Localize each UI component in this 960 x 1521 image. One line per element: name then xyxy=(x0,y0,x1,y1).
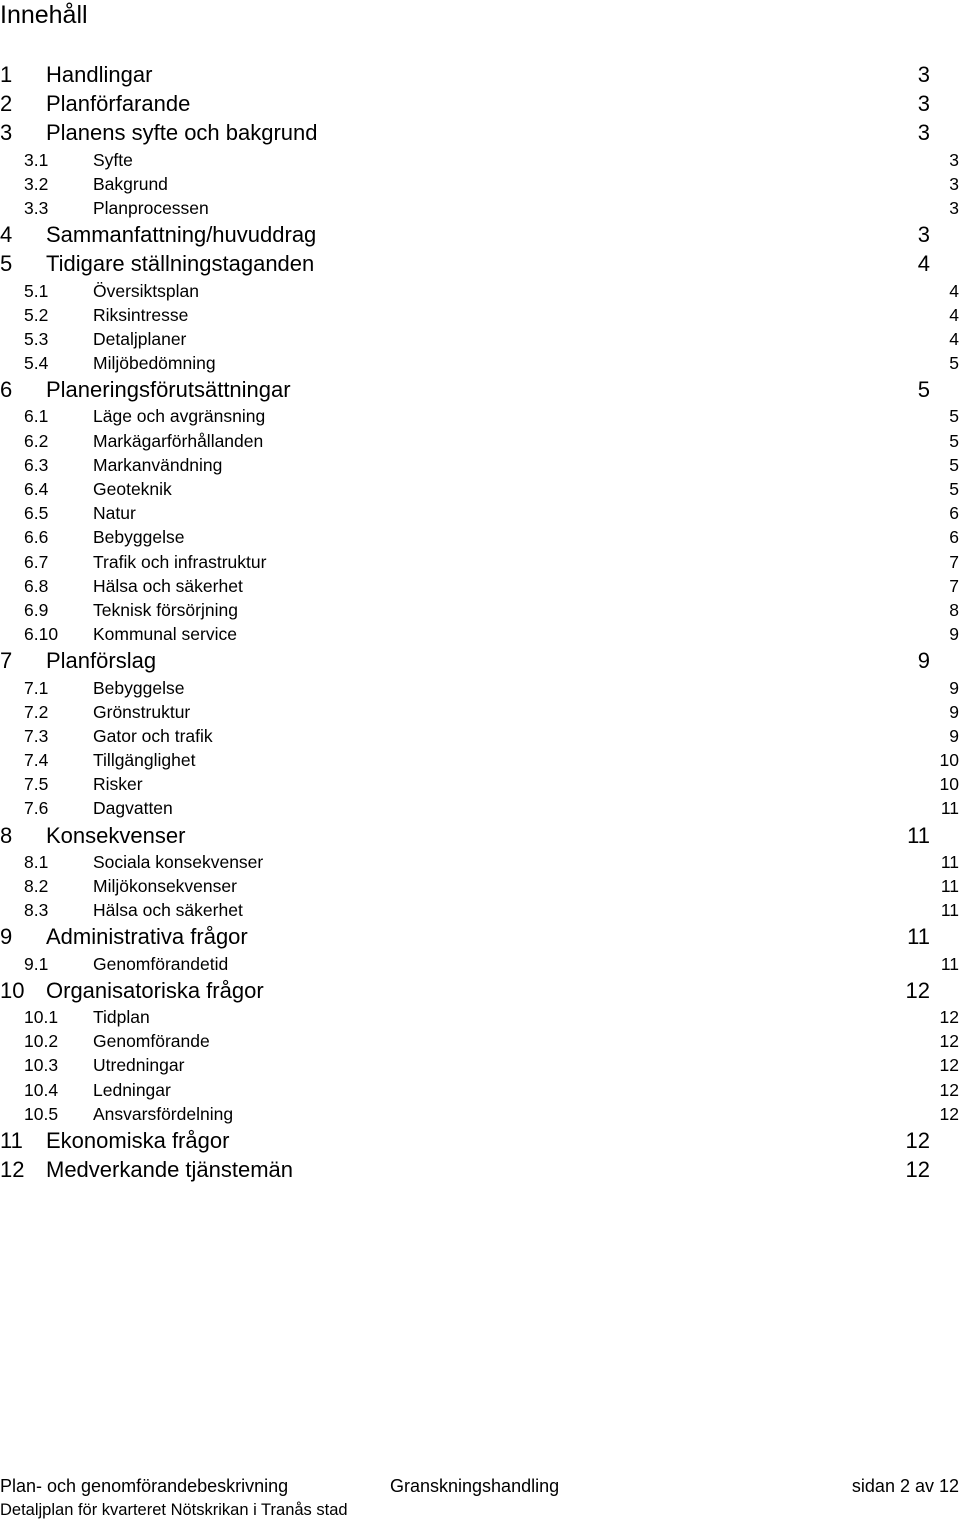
toc-label: Dagvatten xyxy=(93,798,173,819)
toc-label: Bakgrund xyxy=(93,173,168,194)
toc-label: Hälsa och säkerhet xyxy=(93,575,243,596)
toc-subsection-row[interactable] xyxy=(0,1005,960,1029)
toc-number: 3.1 xyxy=(24,149,49,170)
toc-page-number: 9 xyxy=(949,624,959,645)
toc-subsection-row[interactable] xyxy=(0,1029,960,1053)
toc-section-row[interactable] xyxy=(0,249,960,278)
toc-page-number: 11 xyxy=(907,924,930,950)
footer-subtitle-row xyxy=(0,1500,960,1520)
toc-number: 11 xyxy=(0,1127,23,1153)
toc-number: 7.5 xyxy=(24,774,49,795)
toc-section-row[interactable] xyxy=(0,89,960,118)
toc-subsection-row[interactable] xyxy=(0,501,960,525)
toc-page-number: 11 xyxy=(940,953,959,974)
toc-subsection-row[interactable] xyxy=(0,525,960,549)
toc-subsection-row[interactable] xyxy=(0,172,960,196)
toc-page-number: 9 xyxy=(917,648,930,674)
toc-subsection-row[interactable] xyxy=(0,622,960,646)
toc-label: Syfte xyxy=(93,149,133,170)
toc-subsection-row[interactable] xyxy=(0,676,960,700)
toc-label: Handlingar xyxy=(46,62,153,87)
toc-number: 8 xyxy=(0,822,13,848)
toc-label: Teknisk försörjning xyxy=(93,599,238,620)
toc-label: Hälsa och säkerhet xyxy=(93,900,243,921)
toc-number: 6 xyxy=(0,377,13,403)
toc-page-number: 8 xyxy=(949,599,959,620)
toc-subsection-row[interactable] xyxy=(0,850,960,874)
toc-label: Tillgänglighet xyxy=(93,750,196,771)
toc-section-row[interactable] xyxy=(0,220,960,249)
toc-page-number: 11 xyxy=(940,798,959,819)
toc-label: Ekonomiska frågor xyxy=(46,1127,230,1153)
toc-number: 6.10 xyxy=(24,624,59,645)
toc-page-number: 12 xyxy=(905,1157,930,1183)
toc-page-number: 7 xyxy=(949,575,959,596)
toc-subsection-row[interactable] xyxy=(0,1102,960,1126)
toc-subsection-row[interactable] xyxy=(0,477,960,501)
footer-page-number: sidan 2 av 12 xyxy=(851,1476,959,1496)
toc-page-number: 4 xyxy=(949,304,959,325)
toc-number: 6.7 xyxy=(24,551,49,572)
toc-number: 1 xyxy=(0,62,13,87)
toc-label: Markanvändning xyxy=(93,454,223,475)
page-title: Innehåll xyxy=(0,1,88,29)
footer-status: Granskningshandling xyxy=(390,1476,560,1496)
toc-subsection-row[interactable] xyxy=(0,898,960,922)
toc-label: Sociala konsekvenser xyxy=(93,851,264,872)
table-of-contents xyxy=(0,60,960,1184)
toc-number: 6.3 xyxy=(24,454,49,475)
toc-number: 6.1 xyxy=(24,406,49,427)
toc-page-number: 3 xyxy=(917,91,930,117)
toc-number: 6.8 xyxy=(24,575,49,596)
toc-subsection-row[interactable] xyxy=(0,404,960,428)
toc-number: 8.2 xyxy=(24,876,49,896)
toc-label: Översiktsplan xyxy=(93,280,200,301)
toc-page-number: 11 xyxy=(940,900,959,921)
toc-subsection-row[interactable] xyxy=(0,700,960,724)
toc-number: 5.2 xyxy=(24,304,49,325)
toc-label: Sammanfattning/huvuddrag xyxy=(46,222,317,248)
toc-label: Miljökonsekvenser xyxy=(93,876,237,896)
toc-page-number: 5 xyxy=(949,406,959,427)
toc-subsection-row[interactable] xyxy=(0,429,960,453)
toc-subsection-row[interactable] xyxy=(0,796,960,820)
toc-label: Genomförandetid xyxy=(93,953,229,974)
toc-section-row[interactable] xyxy=(0,1126,960,1155)
toc-page-number: 5 xyxy=(949,353,959,374)
toc-page-number: 4 xyxy=(949,328,959,349)
toc-number: 10.4 xyxy=(24,1079,59,1100)
toc-label: Planförslag xyxy=(46,648,157,674)
toc-subsection-row[interactable] xyxy=(0,952,960,976)
toc-label: Geoteknik xyxy=(93,479,172,499)
toc-number: 7.2 xyxy=(24,701,49,722)
toc-label: Läge och avgränsning xyxy=(93,406,266,427)
toc-number: 5.1 xyxy=(24,280,49,301)
toc-section-row[interactable] xyxy=(0,1155,960,1184)
toc-label: Utredningar xyxy=(93,1055,185,1076)
toc-page-number: 3 xyxy=(949,173,959,194)
toc-subsection-row[interactable] xyxy=(0,327,960,351)
toc-page-number: 10 xyxy=(939,774,959,795)
toc-page-number: 6 xyxy=(949,527,959,548)
toc-number: 7.1 xyxy=(24,677,49,698)
toc-page-number: 4 xyxy=(949,280,959,301)
toc-number: 2 xyxy=(0,91,13,117)
toc-page-number: 9 xyxy=(949,701,959,722)
toc-label: Tidplan xyxy=(93,1006,150,1027)
toc-page-number: 12 xyxy=(939,1006,959,1027)
toc-section-row[interactable] xyxy=(0,922,960,951)
toc-number: 6.9 xyxy=(24,599,49,620)
footer xyxy=(0,1475,960,1497)
toc-label: Miljöbedömning xyxy=(93,353,216,374)
toc-section-row[interactable] xyxy=(0,976,960,1005)
toc-subsection-row[interactable] xyxy=(0,351,960,375)
toc-label: Organisatoriska frågor xyxy=(46,977,264,1003)
toc-label: Planprocessen xyxy=(93,197,209,218)
toc-number: 6.2 xyxy=(24,430,49,451)
toc-page-number: 12 xyxy=(905,977,930,1003)
toc-page-number: 3 xyxy=(917,62,930,87)
toc-label: Grönstruktur xyxy=(93,701,191,722)
toc-label: Ansvarsfördelning xyxy=(93,1103,234,1124)
toc-number: 6.6 xyxy=(24,527,49,548)
toc-section-row[interactable] xyxy=(0,375,960,404)
toc-subsection-row[interactable] xyxy=(0,748,960,772)
toc-page-number: 9 xyxy=(949,725,959,746)
toc-subsection-row[interactable] xyxy=(0,303,960,327)
toc-number: 10.3 xyxy=(24,1055,59,1076)
toc-label: Riksintresse xyxy=(93,304,189,325)
toc-subsection-row[interactable] xyxy=(0,453,960,477)
toc-number: 7.4 xyxy=(24,750,49,771)
toc-page-number: 5 xyxy=(949,454,959,475)
toc-label: Natur xyxy=(93,503,136,524)
toc-page-number: 11 xyxy=(940,851,959,872)
toc-number: 7.3 xyxy=(24,725,49,746)
toc-page-number: 9 xyxy=(949,677,959,698)
toc-label: Gator och trafik xyxy=(93,725,213,746)
toc-page-number: 3 xyxy=(949,149,959,170)
toc-number: 10.1 xyxy=(24,1006,59,1027)
toc-label: Risker xyxy=(93,774,143,795)
toc-subsection-row[interactable] xyxy=(0,724,960,748)
toc-number: 4 xyxy=(0,222,13,248)
toc-label: Markägarförhållanden xyxy=(93,430,264,451)
toc-label: Administrativa frågor xyxy=(46,924,248,950)
toc-subsection-row[interactable] xyxy=(0,196,960,220)
toc-subsection-row[interactable] xyxy=(0,574,960,598)
toc-subsection-row[interactable] xyxy=(0,1053,960,1077)
toc-page-number: 3 xyxy=(917,222,930,248)
toc-label: Bebyggelse xyxy=(93,677,185,698)
footer-subtitle: Detaljplan för kvarteret Nötskrikan i Tranås stad xyxy=(0,1501,348,1519)
toc-page-number: 5 xyxy=(917,377,930,403)
toc-page-number: 3 xyxy=(917,120,930,146)
toc-number: 3.2 xyxy=(24,173,49,194)
toc-number: 7.6 xyxy=(24,798,49,819)
toc-number: 10.5 xyxy=(24,1103,59,1124)
toc-label: Detaljplaner xyxy=(93,328,187,349)
toc-page-number: 6 xyxy=(949,503,959,524)
toc-subsection-row[interactable] xyxy=(0,550,960,574)
toc-number: 7 xyxy=(0,648,13,674)
toc-page-number: 12 xyxy=(939,1103,959,1124)
toc-number: 5.3 xyxy=(24,328,49,349)
toc-number: 8.3 xyxy=(24,900,49,921)
toc-number: 3 xyxy=(0,120,13,146)
toc-number: 12 xyxy=(0,1157,25,1183)
toc-label: Kommunal service xyxy=(93,624,237,645)
toc-page-number: 12 xyxy=(905,1127,930,1153)
toc-subsection-row[interactable] xyxy=(0,148,960,172)
toc-label: Bebyggelse xyxy=(93,527,185,548)
toc-page-number: 7 xyxy=(949,551,959,572)
toc-page-number: 12 xyxy=(939,1079,959,1100)
toc-page-number: 12 xyxy=(939,1055,959,1076)
toc-section-row[interactable] xyxy=(0,60,960,89)
toc-label: Trafik och infrastruktur xyxy=(93,551,267,572)
toc-number: 5.4 xyxy=(24,353,49,374)
toc-page-number: 11 xyxy=(907,822,930,848)
toc-label: Ledningar xyxy=(93,1079,171,1100)
toc-section-row[interactable] xyxy=(0,646,960,675)
toc-page-number: 3 xyxy=(949,197,959,218)
toc-section-row[interactable] xyxy=(0,821,960,850)
toc-label: Tidigare ställningstaganden xyxy=(46,251,315,277)
toc-page-number: 10 xyxy=(939,750,959,771)
toc-number: 10 xyxy=(0,977,25,1003)
toc-number: 9.1 xyxy=(24,953,49,974)
toc-label: Planförfarande xyxy=(46,91,191,117)
toc-page-number: 5 xyxy=(949,430,959,451)
toc-number: 9 xyxy=(0,924,13,950)
toc-label: Planeringsförutsättningar xyxy=(46,377,291,403)
toc-number: 6.5 xyxy=(24,503,49,524)
toc-subsection-row[interactable] xyxy=(0,874,960,898)
toc-subsection-row[interactable] xyxy=(0,279,960,303)
toc-number: 8.1 xyxy=(24,851,49,872)
toc-section-row[interactable] xyxy=(0,118,960,147)
toc-page-number: 4 xyxy=(917,251,930,277)
toc-label: Genomförande xyxy=(93,1031,210,1052)
toc-number: 6.4 xyxy=(24,479,49,499)
toc-number: 5 xyxy=(0,251,13,277)
footer-document-type: Plan- och genomförandebeskrivning xyxy=(0,1476,289,1496)
toc-page-number: 11 xyxy=(940,876,959,896)
toc-number: 3.3 xyxy=(24,197,49,218)
toc-subsection-row[interactable] xyxy=(0,1078,960,1102)
toc-label: Planens syfte och bakgrund xyxy=(46,120,318,146)
toc-label: Konsekvenser xyxy=(46,822,186,848)
toc-label: Medverkande tjänstemän xyxy=(46,1157,294,1183)
toc-subsection-row[interactable] xyxy=(0,598,960,622)
toc-subsection-row[interactable] xyxy=(0,772,960,796)
toc-page-number: 5 xyxy=(949,479,959,499)
toc-page-number: 12 xyxy=(939,1031,959,1052)
toc-number: 10.2 xyxy=(24,1031,59,1052)
